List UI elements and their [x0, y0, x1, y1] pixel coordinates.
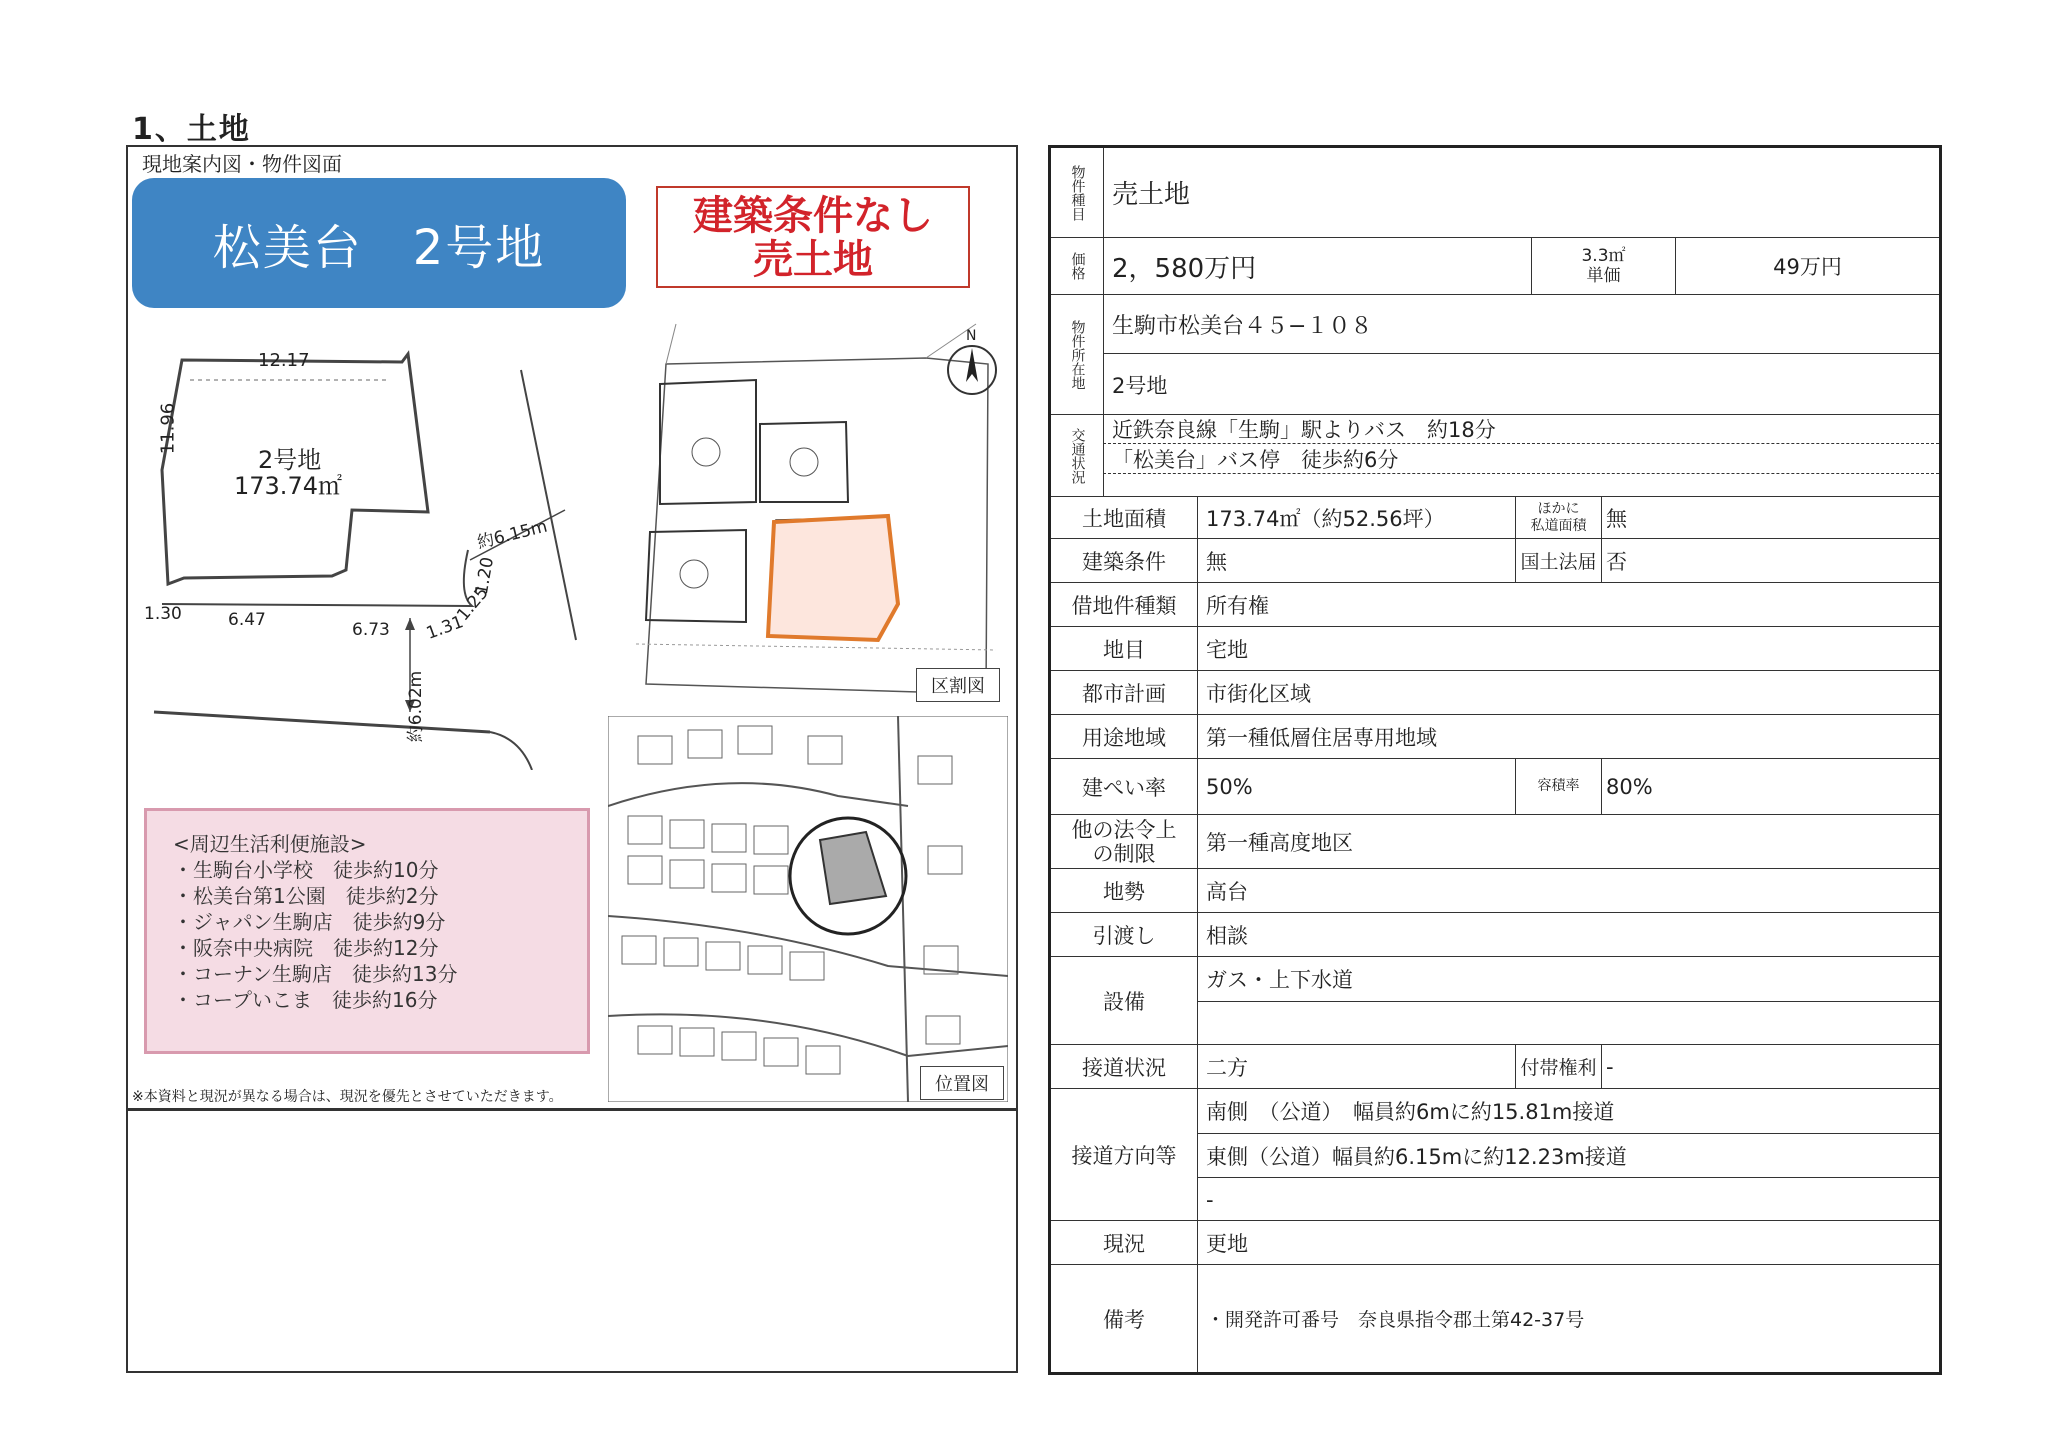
lot-label: 2号地: [258, 446, 322, 474]
row-location: [1051, 294, 1939, 414]
label-build-condition: 建築条件: [1051, 539, 1197, 582]
property-spec-table: [1048, 145, 1942, 1375]
value-far: 80%: [1601, 759, 1939, 814]
dim-road-south: 約6.02m: [406, 670, 427, 743]
row-remarks: [1051, 1264, 1939, 1372]
value-national-land: 否: [1601, 539, 1939, 582]
location-map-drawing: [608, 716, 1008, 1102]
label-property-type: [1051, 148, 1103, 237]
label-road-direction: 接道方向等: [1051, 1089, 1197, 1220]
label-easement: 付帯権利: [1515, 1045, 1601, 1088]
row-lease-type: [1051, 582, 1939, 626]
value-facilities: ガス・上下水道: [1197, 957, 1939, 1001]
value-current-state: 更地: [1197, 1221, 1939, 1264]
label-coverage: 建ぺい率: [1051, 759, 1197, 814]
amenity-item: ・松美台第1公園 徒歩約2分: [173, 884, 439, 908]
amenities-title: <周辺生活利便施設>: [173, 832, 367, 856]
row-build-condition: [1051, 538, 1939, 582]
condition-line2: 売土地: [753, 237, 873, 283]
dim-673: 6.73: [352, 620, 390, 640]
amenity-item: ・阪奈中央病院 徒歩約12分: [173, 936, 439, 960]
row-road-access: [1051, 1044, 1939, 1088]
label-land-area: 土地面積: [1051, 497, 1197, 538]
label-transport: [1051, 415, 1103, 496]
amenity-item: ・コープいこま 徒歩約16分: [173, 988, 438, 1012]
label-current-state: 現況: [1051, 1221, 1197, 1264]
amenities-box: [144, 808, 590, 1054]
east-road-line: [521, 370, 576, 640]
value-land-category: 宅地: [1197, 627, 1939, 670]
location-map-label: 位置図: [920, 1066, 1004, 1100]
value-private-road: 無: [1601, 497, 1939, 538]
value-location-address: 生駒市松美台４５−１０８: [1103, 295, 1939, 353]
row-facilities: [1051, 956, 1939, 1044]
dim-top: 12.17: [258, 350, 310, 371]
value-terrain: 高台: [1197, 869, 1939, 912]
value-land-area: 173.74㎡（約52.56坪）: [1197, 497, 1515, 538]
value-location-lot: 2号地: [1103, 353, 1939, 415]
facilities-blank-line: [1197, 1001, 1939, 1045]
amenity-item: ・コーナン生駒店 徒歩約13分: [173, 962, 458, 986]
transport-blank-line: [1103, 473, 1939, 497]
road-curve: [490, 732, 532, 770]
panel-divider: [126, 1108, 1018, 1111]
value-remarks: ・開発許可番号 奈良県指令郡土第42-37号: [1197, 1265, 1939, 1372]
value-unit-price: 49万円: [1675, 238, 1939, 294]
label-lease-type: 借地件種類: [1051, 583, 1197, 626]
amenity-item: ・生駒台小学校 徒歩約10分: [173, 858, 439, 882]
value-lease-type: 所有権: [1197, 583, 1939, 626]
label-road-access: 接道状況: [1051, 1045, 1197, 1088]
lot-area: 173.74㎡: [234, 472, 342, 500]
row-current-state: [1051, 1220, 1939, 1264]
dim-road-east: 約6.15m: [475, 516, 550, 554]
row-terrain: [1051, 868, 1939, 912]
label-text: 価格: [1069, 252, 1086, 280]
condition-stamp: [656, 186, 970, 288]
lot-name-banner: 松美台 2号地: [132, 178, 626, 308]
dim-647: 6.47: [228, 610, 266, 630]
row-property-type: [1051, 148, 1939, 237]
row-price: [1051, 237, 1939, 294]
row-coverage: [1051, 758, 1939, 814]
value-transport-train: 近鉄奈良線「生駒」駅よりバス 約18分: [1103, 415, 1939, 443]
value-property-type: 売土地: [1103, 148, 1939, 237]
south-road-line: [154, 712, 490, 732]
label-unit-price: [1531, 238, 1675, 294]
label-terrain: 地勢: [1051, 869, 1197, 912]
row-zoning: [1051, 714, 1939, 758]
label-handover: 引渡し: [1051, 913, 1197, 956]
label-text: 交通状況: [1069, 427, 1086, 484]
label-land-category: 地目: [1051, 627, 1197, 670]
value-zoning: 第一種低層住居専用地域: [1197, 715, 1939, 758]
label-other-law: [1051, 815, 1197, 868]
label-price: [1051, 238, 1103, 294]
label-text: 物件所在地: [1069, 319, 1086, 390]
section-title: 1、土地: [132, 112, 251, 147]
label-text: 3.3㎡: [1581, 246, 1626, 266]
north-compass-icon: [944, 326, 1000, 398]
amenity-item: ・ジャパン生駒店 徒歩約9分: [173, 910, 446, 934]
value-road-access: 二方: [1197, 1045, 1515, 1088]
value-transport-bus: 「松美台」バス停 徒歩約6分: [1103, 443, 1939, 473]
value-road-other: -: [1197, 1177, 1939, 1221]
row-other-law: [1051, 814, 1939, 868]
label-zoning: 用途地域: [1051, 715, 1197, 758]
south-boundary: [162, 604, 470, 606]
value-build-condition: 無: [1197, 539, 1515, 582]
dim-131: 1.31: [423, 612, 467, 644]
label-location: [1051, 295, 1103, 414]
svg-text:N: N: [966, 328, 977, 344]
dim-left: 11.96: [157, 402, 179, 455]
label-national-land: 国土法届: [1515, 539, 1601, 582]
value-road-south: 南側 （公道） 幅員約6mに約15.81m接道: [1197, 1089, 1939, 1133]
row-city-plan: [1051, 670, 1939, 714]
value-city-plan: 市街化区域: [1197, 671, 1939, 714]
footnote: ※本資料と現況が異なる場合は、現況を優先とさせていただきます。: [132, 1089, 563, 1105]
label-text: の制限: [1092, 841, 1156, 866]
value-handover: 相談: [1197, 913, 1939, 956]
arrow-up-icon: [405, 618, 415, 630]
row-handover: [1051, 912, 1939, 956]
highlighted-lot: [768, 516, 898, 640]
map-caption: 現地案内図・物件図面: [142, 152, 342, 176]
label-text: ほかに: [1537, 500, 1580, 517]
value-coverage: 50%: [1197, 759, 1515, 814]
value-price: 2，580万円: [1103, 238, 1531, 294]
label-text: 私道面積: [1530, 517, 1587, 534]
label-facilities: 設備: [1051, 957, 1197, 1044]
row-transport: [1051, 414, 1939, 496]
value-other-law: 第一種高度地区: [1197, 815, 1939, 868]
label-text: 他の法令上: [1071, 817, 1177, 842]
dim-130: 1.30: [144, 604, 182, 624]
label-city-plan: 都市計画: [1051, 671, 1197, 714]
label-text: 物件種目: [1069, 164, 1086, 221]
row-land-area: [1051, 496, 1939, 538]
label-remarks: 備考: [1051, 1265, 1197, 1372]
label-text: 単価: [1586, 266, 1621, 286]
row-road-direction: [1051, 1088, 1939, 1220]
row-land-category: [1051, 626, 1939, 670]
dim-125: 1.25: [453, 583, 493, 625]
dim-120: 1.20: [471, 555, 499, 597]
value-easement: -: [1601, 1045, 1939, 1088]
lot-survey-drawing: [140, 340, 580, 770]
plot-plan-label: 区割図: [916, 668, 1000, 702]
value-road-east: 東側（公道）幅員約6.15mに約12.23m接道: [1197, 1133, 1939, 1177]
condition-line1: 建築条件なし: [693, 193, 933, 239]
label-far: 容積率: [1515, 759, 1601, 814]
label-private-road: [1515, 497, 1601, 538]
